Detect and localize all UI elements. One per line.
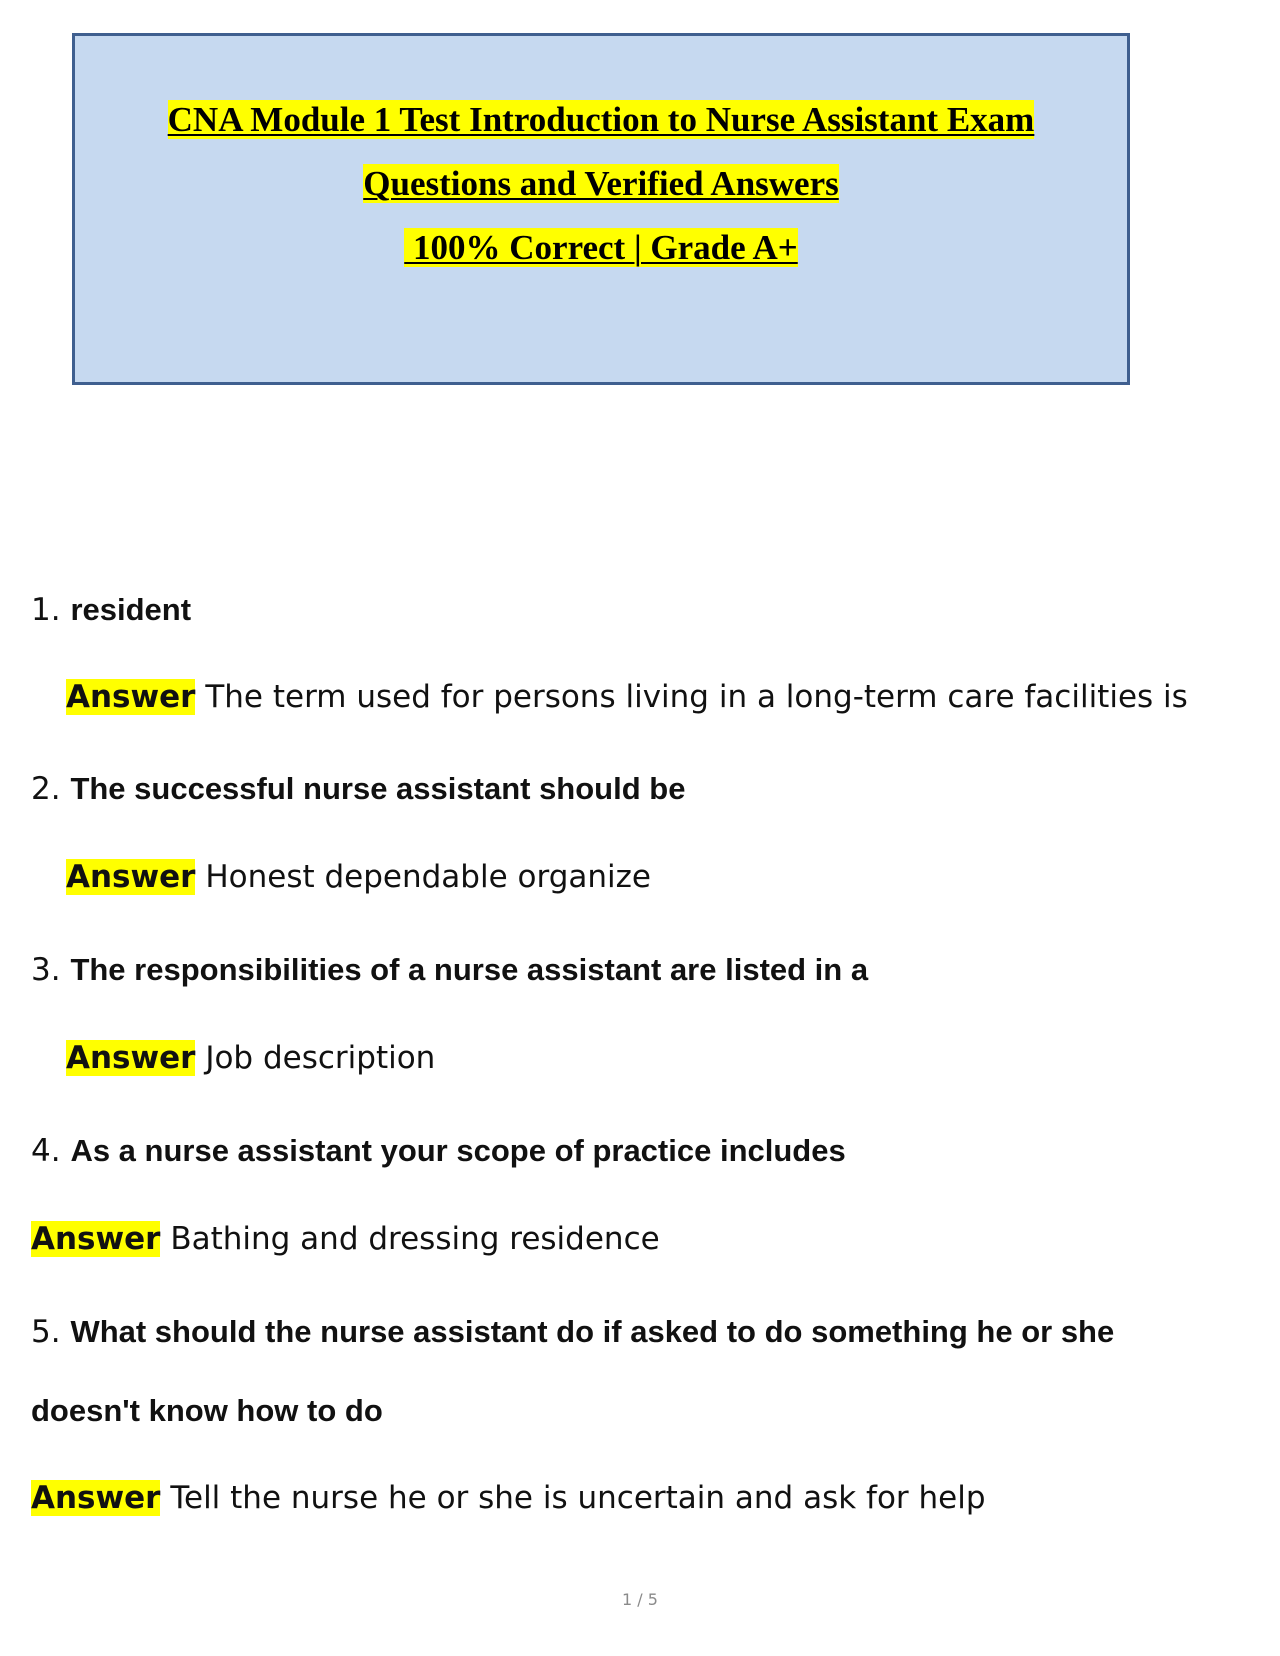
question-1 [31,592,191,628]
answer-label: Answer [31,1480,161,1516]
answer-4 [31,1221,660,1257]
question-number: 5. [31,1314,61,1350]
question-number: 2. [31,771,61,807]
answer-3 [66,1040,435,1076]
question-text: doesn't know how to do [31,1393,383,1428]
question-5-continued [31,1393,383,1429]
answer-text: Tell the nurse he or she is uncertain and ask for help [170,1480,986,1516]
answer-2 [66,859,651,895]
answer-text: Bathing and dressing residence [170,1221,660,1257]
question-3 [31,952,868,988]
answer-text: Job description [205,1040,436,1076]
question-number: 4. [31,1133,61,1169]
question-4 [31,1133,846,1169]
question-text: The successful nurse assistant should be [70,771,686,806]
question-text: resident [70,592,192,627]
question-2 [31,771,685,807]
question-5 [31,1314,1114,1350]
title-box [72,33,1130,385]
answer-label: Answer [66,859,196,895]
question-number: 3. [31,952,61,988]
title-line-3: 100% Correct | Grade A+ [404,228,798,267]
title-line-2: Questions and Verified Answers [363,164,839,203]
answer-label: Answer [31,1221,161,1257]
answer-5 [31,1480,986,1516]
question-text: The responsibilities of a nurse assistant are listed in a [70,952,869,987]
question-text: As a nurse assistant your scope of practice includes [70,1133,846,1168]
question-text: What should the nurse assistant do if asked to do something he or she [70,1314,1115,1349]
answer-label: Answer [66,1040,196,1076]
answer-text: Honest dependable organize [205,859,651,895]
answer-label: Answer [66,679,196,715]
answer-1 [66,679,1188,715]
title-line-1: CNA Module 1 Test Introduction to Nurse Assistant Exam [167,100,1035,139]
answer-text: The term used for persons living in a long-term care facilities is [205,679,1188,715]
page-indicator: 1 / 5 [622,1590,658,1609]
question-number: 1. [31,592,61,628]
